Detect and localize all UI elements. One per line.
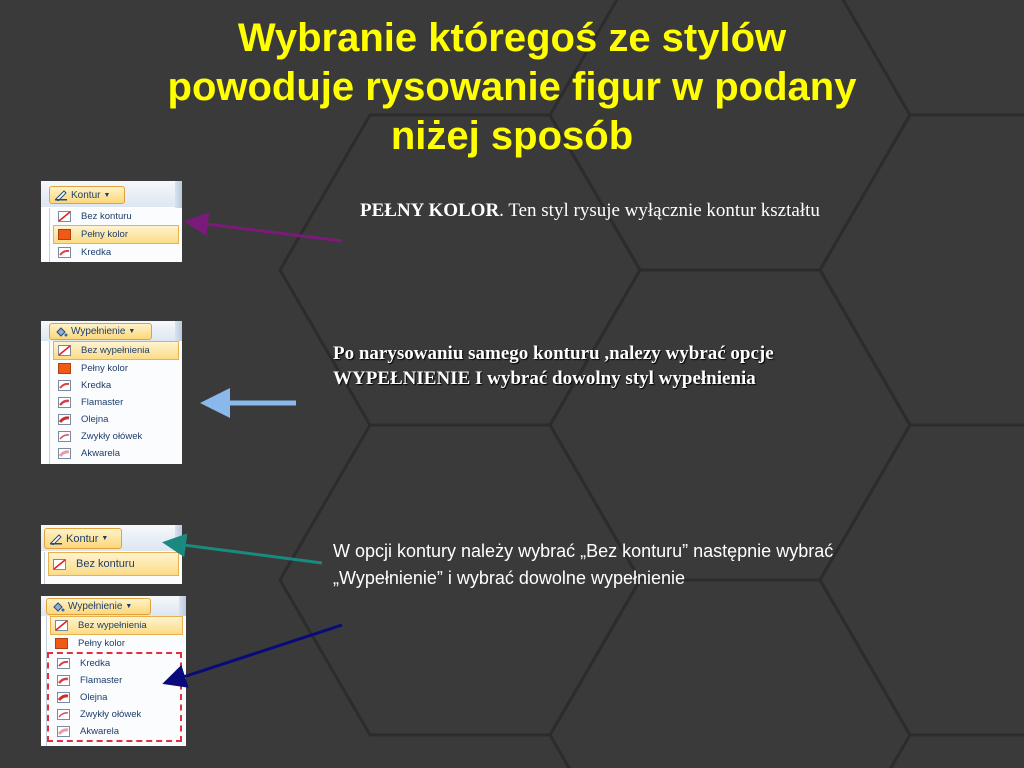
wypelnienie-button-label: Wypełnienie: [71, 326, 126, 337]
menu-item-zwykly-olowek[interactable]: [49, 706, 180, 723]
crayon-icon: [58, 380, 71, 391]
no-fill-icon: [58, 345, 71, 356]
watercolor-icon: [58, 448, 71, 459]
menu-item-bez-wypelnienia[interactable]: [53, 341, 179, 360]
menu-item-label: Zwykły ołówek: [80, 709, 142, 720]
chevron-down-icon: ▼: [101, 535, 109, 542]
menu-item-pelny-kolor[interactable]: [53, 225, 179, 244]
no-outline-icon: [53, 559, 66, 570]
menu-item-zwykly-olowek[interactable]: [50, 428, 182, 445]
menu-item-label: Pełny kolor: [81, 229, 128, 240]
marker-icon: [57, 675, 70, 686]
menu-item-akwarela[interactable]: [49, 723, 180, 740]
pencil-icon: [57, 709, 70, 720]
menu-item-kredka[interactable]: [50, 244, 182, 261]
menu-item-label: Akwarela: [81, 448, 121, 459]
description-text: . Ten styl rysuje wyłącznie kontur kształtu: [499, 200, 820, 221]
chevron-down-icon: ▼: [125, 603, 133, 610]
menu-item-pelny-kolor[interactable]: [50, 360, 182, 377]
menu-item-label: Bez wypełnienia: [81, 345, 150, 356]
wypelnienie-dropdown-button[interactable]: [46, 598, 151, 615]
menu-item-label: Flamaster: [81, 397, 124, 408]
menu-item-akwarela[interactable]: [50, 445, 182, 462]
chevron-down-icon: ▼: [103, 191, 111, 199]
menu-item-pelny-kolor[interactable]: [47, 635, 186, 652]
chevron-down-icon: ▼: [128, 328, 136, 335]
menu-item-label: Akwarela: [80, 726, 120, 737]
menu-item-label: Olejna: [81, 414, 109, 425]
menu-item-label: Kredka: [81, 380, 112, 391]
no-fill-icon: [55, 620, 68, 631]
description-bez-konturu: W opcji kontury należy wybrać „Bez konturu” następnie wybrać „Wypełnienie” i wybrać dowolne wypełnienie: [333, 541, 834, 588]
keyword-pelny-kolor: PEŁNY KOLOR: [360, 200, 500, 221]
menu-item-flamaster[interactable]: [49, 672, 180, 689]
oil-paint-icon: [58, 414, 71, 425]
paint-bucket-icon: [51, 601, 65, 613]
menu-item-label: Kredka: [81, 247, 112, 258]
menu-item-olejna[interactable]: [49, 689, 180, 706]
title-line-2: powoduje rysowanie figur w podany: [167, 65, 857, 109]
description-wypelnienie: Po narysowaniu samego konturu ,nalezy wybrać opcje WYPEŁNIENIE I wybrać dowolny styl wypełnienia: [333, 343, 774, 389]
screenshot-wypelnienie-menu-2: [41, 596, 186, 746]
paint-bucket-icon: [54, 326, 68, 338]
kontur-dropdown-button[interactable]: [44, 528, 122, 549]
menu-item-kredka[interactable]: [50, 377, 182, 394]
screenshot-kontur-menu-2: [41, 525, 182, 584]
menu-item-label: Olejna: [80, 692, 108, 703]
menu-item-label: Pełny kolor: [78, 638, 125, 649]
description-pelny-kolor: [360, 198, 930, 223]
menu-item-bez-konturu[interactable]: [48, 552, 179, 576]
no-outline-icon: [58, 211, 71, 222]
marker-icon: [58, 397, 71, 408]
watercolor-icon: [57, 726, 70, 737]
screenshot-kontur-menu-1: [41, 181, 182, 262]
pencil-icon: [58, 431, 71, 442]
menu-item-kredka[interactable]: [49, 655, 180, 672]
menu-item-label: Flamaster: [80, 675, 123, 686]
menu-item-bez-konturu[interactable]: [50, 208, 182, 225]
menu-item-label: Zwykły ołówek: [81, 431, 143, 442]
wypelnienie-button-label: Wypełnienie: [68, 601, 123, 612]
title-line-1: Wybranie któregoś ze stylów: [237, 16, 787, 60]
screenshot-wypelnienie-menu-1: [41, 321, 182, 464]
pencil-outline-icon: [49, 533, 63, 545]
wypelnienie-dropdown-button[interactable]: [49, 323, 152, 340]
solid-color-icon: [55, 638, 68, 649]
menu-item-label: Bez konturu: [76, 558, 135, 570]
solid-color-icon: [58, 363, 71, 374]
menu-item-label: Bez wypełnienia: [78, 620, 147, 631]
solid-color-icon: [58, 229, 71, 240]
menu-item-label: Pełny kolor: [81, 363, 128, 374]
highlight-box: [47, 652, 182, 742]
menu-item-olejna[interactable]: [50, 411, 182, 428]
menu-item-bez-wypelnienia[interactable]: [50, 616, 183, 635]
kontur-dropdown-button[interactable]: [49, 186, 125, 204]
menu-item-label: Kredka: [80, 658, 111, 669]
menu-item-label: Bez konturu: [81, 211, 132, 222]
kontur-button-label: Kontur: [71, 189, 101, 201]
menu-item-flamaster[interactable]: [50, 394, 182, 411]
crayon-icon: [57, 658, 70, 669]
slide-title: [20, 14, 1004, 161]
pencil-outline-icon: [54, 189, 68, 201]
oil-paint-icon: [57, 692, 70, 703]
kontur-button-label: Kontur: [66, 532, 99, 545]
crayon-icon: [58, 247, 71, 258]
title-line-3: niżej sposób: [390, 114, 634, 158]
